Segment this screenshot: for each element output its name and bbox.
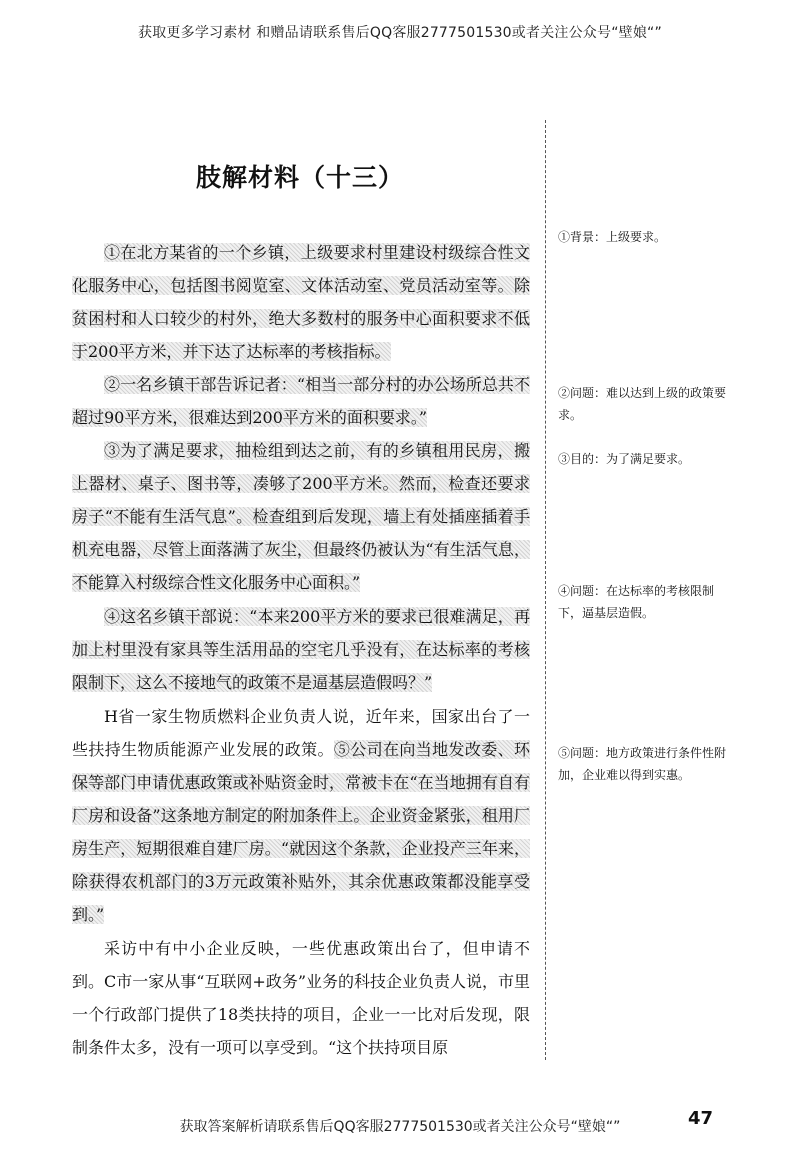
highlighted-text: ⑤公司在向当地发改委、环保等部门申请优惠政策或补贴资金时，常被卡在“在当地拥有自有厂房和设备”这条地方制定的附加条件上。企业资金紧张，租用厂房生产，短期很难自建厂房。“就因这个条款，企业投产三年来，除获得农机部门的3万元政策补贴外，其余优惠政策都没能享受到。” (72, 740, 530, 924)
page-title: 肢解材料（十三） (195, 163, 404, 192)
annotation-2: ②问题：难以达到上级的政策要求。 (558, 386, 727, 422)
paragraph-6 (72, 932, 530, 1064)
annotation-5: ⑤问题：地方政策进行条件性附加，企业难以得到实惠。 (558, 746, 727, 782)
annotation-4: ④问题：在达标率的考核限制下，逼基层造假。 (558, 584, 715, 620)
margin-divider (545, 120, 546, 1060)
header-notice: 获取更多学习素材 和赠品请联系售后QQ客服2777501530或者关注公众号“壁娘“” (138, 25, 662, 41)
highlighted-text: ④这名乡镇干部说：“本来200平方米的要求已很难满足，再加上村里没有家具等生活用品的空宅几乎没有，在达标率的考核限制下，这么不接地气的政策不是逼基层造假吗？” (72, 607, 530, 692)
footer-notice: 获取答案解析请联系售后QQ客服2777501530或者关注公众号“壁娘“” (179, 1119, 621, 1135)
plain-text: H省一家生物质燃料企业负责人说，近年来，国家出台了一些扶持生物质能源产业发展的政策。 (72, 707, 530, 759)
paragraph-4 (72, 600, 530, 699)
highlighted-text: ③为了满足要求，抽检组到达之前，有的乡镇租用民房，搬上器材、桌子、图书等，凑够了200平方米。然而，检查还要求房子“不能有生活气息”。检查组到后发现，墙上有处插座插着手机充电器，尽管上面落满了灰尘，但最终仍被认为“有生活气息，不能算入村级综合性文化服务中心面积。” (72, 441, 530, 592)
highlighted-text: ①在北方某省的一个乡镇，上级要求村里建设村级综合性文化服务中心，包括图书阅览室、文体活动室、党员活动室等。除贫困村和人口较少的村外，绝大多数村的服务中心面积要求不低于200平方米，并下达了达标率的考核指标。 (72, 243, 530, 361)
page-number: 47 (688, 1108, 714, 1129)
paragraph-3 (72, 434, 530, 599)
paragraph-2 (72, 368, 530, 434)
plain-text: 采访中有中小企业反映，一些优惠政策出台了，但申请不到。C市一家从事“互联网+政务”业务的科技企业负责人说，市里一个行政部门提供了18类扶持的项目，企业一一比对后发现，限制条件太多，没有一项可以享受到。“这个扶持项目原 (72, 939, 531, 1057)
paragraph-1 (72, 236, 530, 368)
annotation-1: ①背景：上级要求。 (558, 230, 667, 244)
paragraph-5 (72, 700, 530, 931)
highlighted-text: ②一名乡镇干部告诉记者：“相当一部分村的办公场所总共不超过90平方米，很难达到200平方米的面积要求。” (72, 375, 530, 427)
annotation-3: ③目的：为了满足要求。 (558, 452, 691, 466)
